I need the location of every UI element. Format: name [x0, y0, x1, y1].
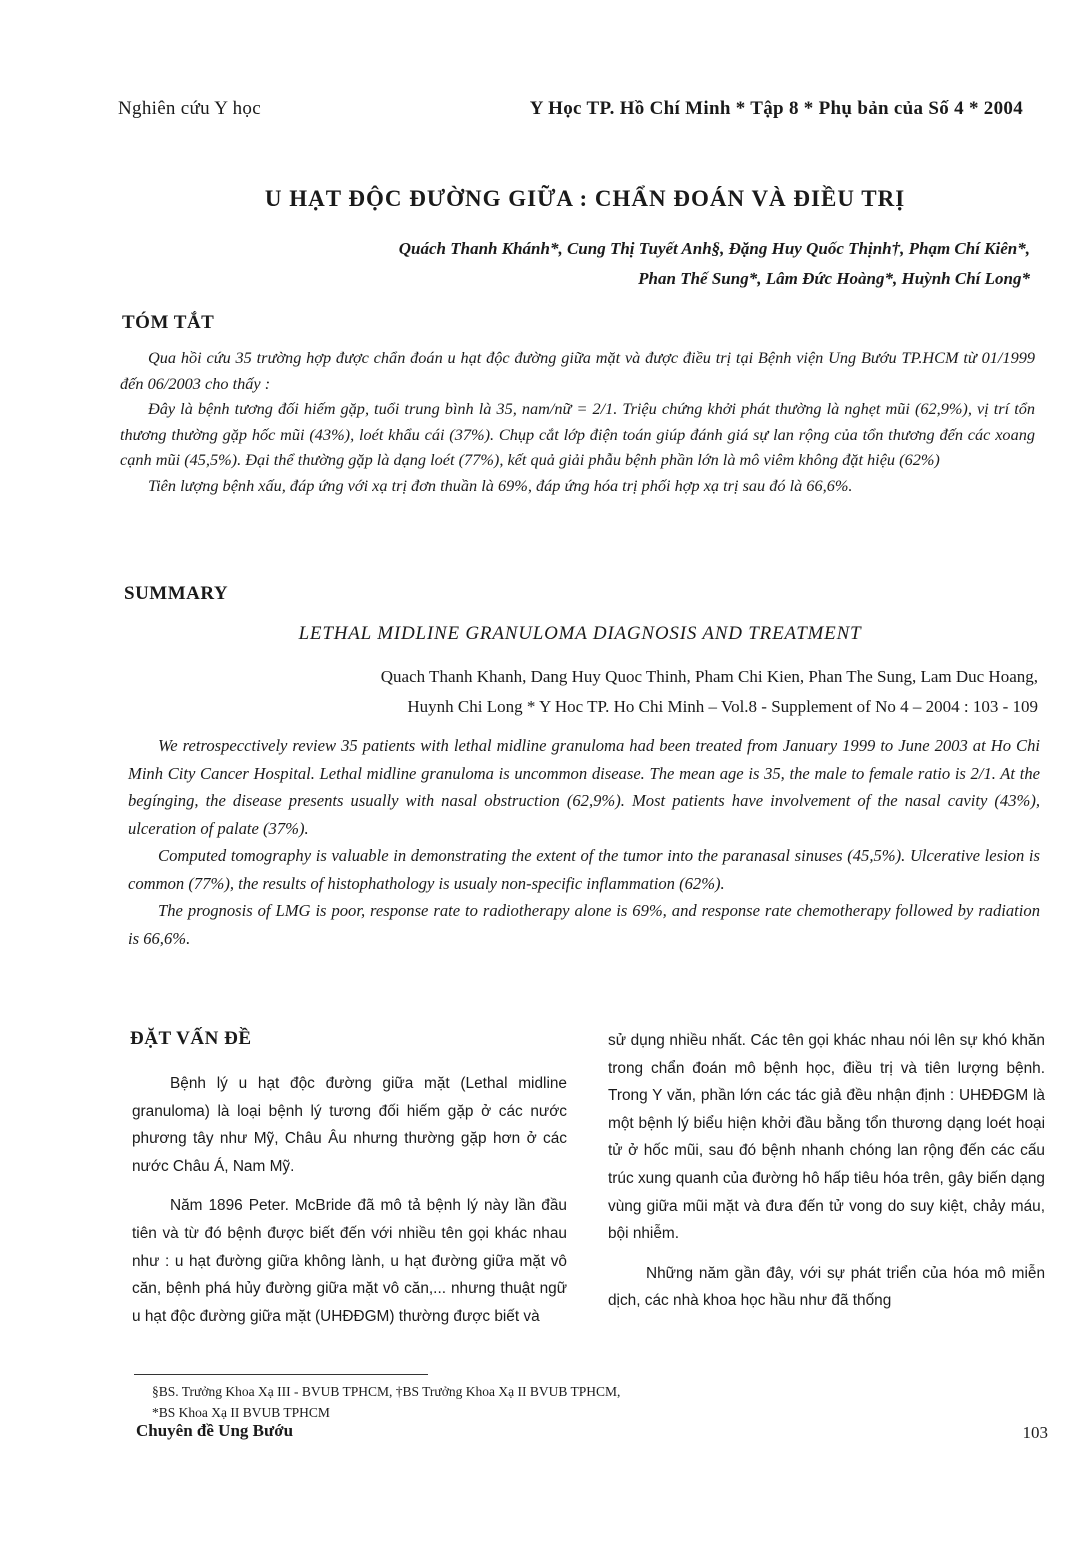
vietnamese-abstract — [120, 345, 1035, 499]
running-header-right: Y Học TP. Hồ Chí Minh * Tập 8 * Phụ bản của Số 4 * 2004 — [529, 98, 1023, 119]
english-abstract — [128, 732, 1040, 952]
article-title: U HẠT ĐỘC ĐƯỜNG GIỮA : CHẨN ĐOÁN VÀ ĐIỀU TRỊ — [264, 186, 906, 211]
summary-paragraph: Computed tomography is valuable in demonstrating the extent of the tumor into the paranasal sinuses (45,5%). Ulcerative lesion is common (77%), the results of histophathology is usualy non-specific inflammation (62%). — [128, 846, 1040, 893]
footer-section-name: Chuyên đề Ung Bướu — [136, 1421, 294, 1440]
section-heading-dat-van-de: ĐẶT VẤN ĐỀ — [130, 1028, 252, 1049]
citation-line: Huynh Chi Long * Y Hoc TP. Ho Chi Minh – Vol.8 - Supplement of No 4 – 2004 : 103 - 109 — [407, 697, 1038, 716]
abstract-paragraph: Tiên lượng bệnh xấu, đáp ứng với xạ trị đơn thuần là 69%, đáp ứng hóa trị phối hợp xạ trị sau đó là 66,6%. — [148, 475, 853, 495]
author-line: Phan Thế Sung*, Lâm Đức Hoàng*, Huỳnh Chí Long* — [638, 269, 1030, 288]
english-title: LETHAL MIDLINE GRANULOMA DIAGNOSIS AND TREATMENT — [298, 623, 862, 644]
abstract-paragraph: Qua hồi cứu 35 trường hợp được chẩn đoán u hạt độc đường giữa mặt và được điều trị tại Bệnh viện Ung Bướu TP.HCM từ 01/1999 đến 06/2003 cho thấy : — [120, 348, 1035, 393]
section-heading-tom-tat: TÓM TẮT — [122, 312, 215, 333]
body-column-right — [608, 1027, 1045, 1327]
body-paragraph: Bệnh lý u hạt độc đường giữa mặt (Lethal midline granuloma) là loại bệnh lý tương đối hiếm gặp ở các nước phương tây như Mỹ, Châu Âu nhưng thường gặp hơn ở các nước Châu Á, Nam Mỹ. — [132, 1075, 567, 1175]
section-heading-summary: SUMMARY — [124, 583, 229, 604]
author-line: Quách Thanh Khánh*, Cung Thị Tuyết Anh§, Đặng Huy Quốc Thịnh†, Phạm Chí Kiên*, — [398, 239, 1030, 258]
english-author-citation — [150, 662, 1038, 722]
abstract-paragraph: Đây là bệnh tương đối hiếm gặp, tuổi trung bình là 35, nam/nữ = 2/1. Triệu chứng khởi phát thường là nghẹt mũi (62,9%), vị trí tổn thương thường gặp hốc mũi (43%), loét khẩu cái (37%). Chụp cắt lớp điện toán giúp đánh giá sự lan rộng của tổn thương đến các xoang cạnh mũi (45,5%). Đại thể thường gặp là dạng loét (77%), kết quả giải phẫu bệnh phần lớn là mô viêm không đặt hiệu (62%) — [120, 399, 1035, 470]
body-paragraph: Năm 1896 Peter. McBride đã mô tả bệnh lý này lần đầu tiên và từ đó bệnh được biết đến với nhiều tên gọi khác nhau như : u hạt đường giữa không lành, u hạt đường giữa mặt vô căn, bệnh phá hủy đường giữa mặt vô căn,... nhưng thuật ngữ u hạt độc đường giữa mặt (UHĐĐGM) thường được biết và — [132, 1197, 567, 1325]
body-paragraph: Những năm gần đây, với sự phát triển của hóa mô miễn dịch, các nhà khoa học hầu như đã thống — [608, 1264, 1045, 1310]
footnote-line: §BS. Trưởng Khoa Xạ III - BVUB TPHCM, †BS Trưởng Khoa Xạ II BVUB TPHCM, — [152, 1384, 621, 1399]
running-header-left: Nghiên cứu Y học — [118, 98, 261, 119]
citation-line: Quach Thanh Khanh, Dang Huy Quoc Thinh, Pham Chi Kien, Phan The Sung, Lam Duc Hoang, — [380, 667, 1038, 686]
footnotes — [152, 1381, 1032, 1423]
body-column-left — [132, 1070, 567, 1342]
footnote-line: *BS Khoa Xạ II BVUB TPHCM — [152, 1405, 330, 1420]
author-list — [150, 234, 1030, 294]
footnote-divider — [134, 1374, 428, 1375]
body-paragraph: sử dụng nhiều nhất. Các tên gọi khác nhau nói lên sự khó khăn trong chẩn đoán mô bệnh học, điều trị và tiên lượng bệnh. Trong Y văn, phần lớn các tác giả đều nhận định : UHĐĐGM là một bệnh lý biểu hiện khởi đầu bằng tổn thương dạng loét hoại tử ở hốc mũi, sau đó bệnh nhanh chóng lan rộng đến các cấu trúc xung quanh của đường hô hấp tiêu hóa trên, gây biến dạng vùng giữa mũi mặt và đưa đến tử vong do suy kiệt, chảy máu, bội nhiễm. — [608, 1032, 1045, 1243]
summary-paragraph: The prognosis of LMG is poor, response rate to radiotherapy alone is 69%, and response rate chemotherapy followed by radiation is 66,6%. — [128, 901, 1040, 948]
page-number: 103 — [1022, 1423, 1048, 1442]
summary-paragraph: We retrospecctively review 35 patients with lethal midline granuloma had been treated from January 1999 to June 2003 at Ho Chi Minh City Cancer Hospital. Lethal midline granuloma is uncommon disease. The mean age is 35, the male to female ratio is 2/1. At the begínging, the disease presents usually with nasal obstruction (62,9%). Most patients have involvement of the nasal cavity (43%), ulceration of palate (37%). — [128, 736, 1040, 838]
